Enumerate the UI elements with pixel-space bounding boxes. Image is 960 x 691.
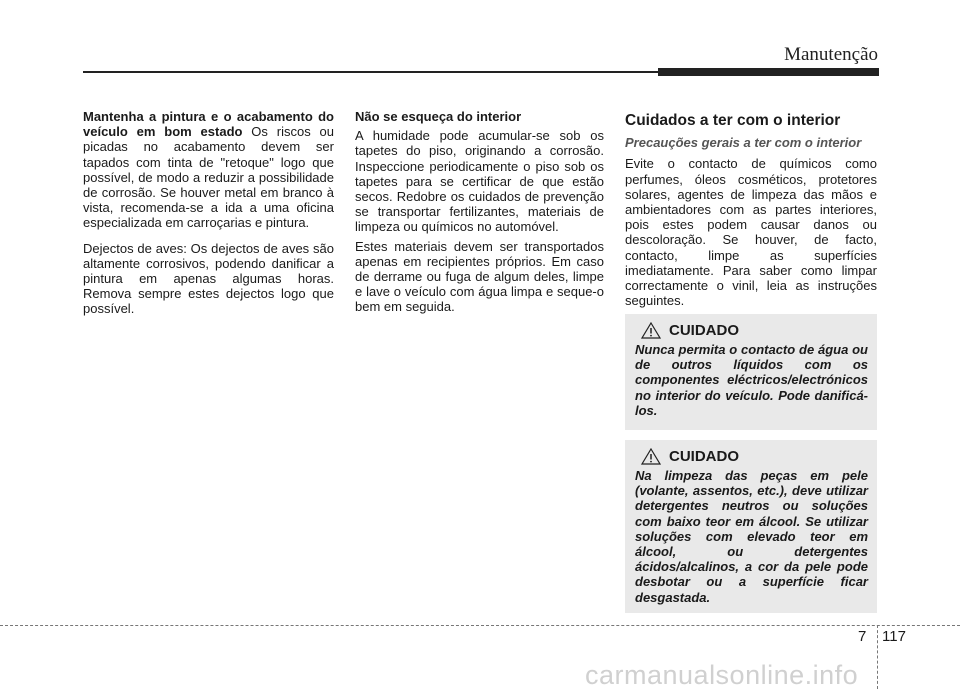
warning-triangle-icon xyxy=(641,322,661,339)
warning-triangle-icon xyxy=(641,448,661,465)
section-subheading: Precauções gerais a ter com o interior xyxy=(625,135,862,151)
chapter-number: 7 xyxy=(858,628,867,645)
header-rule xyxy=(83,71,658,73)
chemicals-paragraph: Evite o contacto de químicos como perfumes, óleos cosméticos, protetores solares, agentes de limpeza das mãos e ambientadores com as partes interiores, pois estes podem causar danos ou descoloração. Se houver, de facto, contacto, limpe as superfícies imediatamente. Para saber como limpar correctamente o vinil, leia as instruções seguintes. xyxy=(625,156,877,309)
page-number: 117 xyxy=(882,628,906,645)
footer-divider xyxy=(877,625,878,689)
page-header-title: Manutenção xyxy=(784,44,878,65)
caution-title-1: CUIDADO xyxy=(669,322,739,339)
paint-heading: Mantenha a pintura e o acabamento do veículo em bom estado xyxy=(83,109,334,140)
bird-droppings-paragraph: Dejectos de aves: Os dejectos de aves são altamente corrosivos, podendo danificar a pintura em apenas algumas horas. Remova sempre estes dejectos logo que possível. xyxy=(83,240,334,317)
caution-title-2: CUIDADO xyxy=(669,448,739,465)
watermark: carmanualsonline.info xyxy=(585,660,859,690)
caution-header-2 xyxy=(641,448,868,465)
column-1 xyxy=(83,109,334,327)
caution-box-1 xyxy=(625,314,877,430)
paint-paragraph xyxy=(83,109,334,231)
paint-text: Os riscos ou picadas no acabamento devem ser tapados com tinta de "retoque" logo que possível, de modo a reduzir a possibilidade de corrosão. Se houver metal em branco à vista, recomenda-se a ida a uma oficina especializada em carroçarias e pintura. xyxy=(83,124,334,231)
caution-header-1 xyxy=(641,322,868,339)
interior-heading: Não se esqueça do interior xyxy=(355,109,522,124)
column-2 xyxy=(355,109,604,319)
caution-box-2 xyxy=(625,440,877,613)
caution-text-1: Nunca permita o contacto de água ou de outros líquidos com os componentes eléctricos/electrónicos no interior do veículo. Pode danificá-los. xyxy=(635,342,868,418)
caution-text-2: Na limpeza das peças em pele (volante, assentos, etc.), deve utilizar detergentes neutros ou soluções com baixo teor em álcool. Se utilizar soluções com elevado teor em álcool, ou detergentes ácidos/alcalinos, a cor da pele pode desbotar ou a superfície ficar desgastada. xyxy=(635,468,868,605)
materials-paragraph: Estes materiais devem ser transportados apenas em recipientes próprios. Em caso de derrame ou fuga de algum deles, limpe e lave o veículo com água limpa e seque-o bem em seguida. xyxy=(355,238,604,315)
humidity-paragraph: A humidade pode acumular-se sob os tapetes do piso, originando a corrosão. Inspeccione periodicamente o piso sob os tapetes para se certificar de que estão secos. Redobre os cuidados de prevenção se transportar fertilizantes, materiais de limpeza ou químicos no automóvel. xyxy=(355,128,604,235)
column-3 xyxy=(625,109,877,318)
footer-rule xyxy=(0,625,960,626)
section-heading: Cuidados a ter com o interior xyxy=(625,112,841,129)
header-bar xyxy=(658,68,879,76)
